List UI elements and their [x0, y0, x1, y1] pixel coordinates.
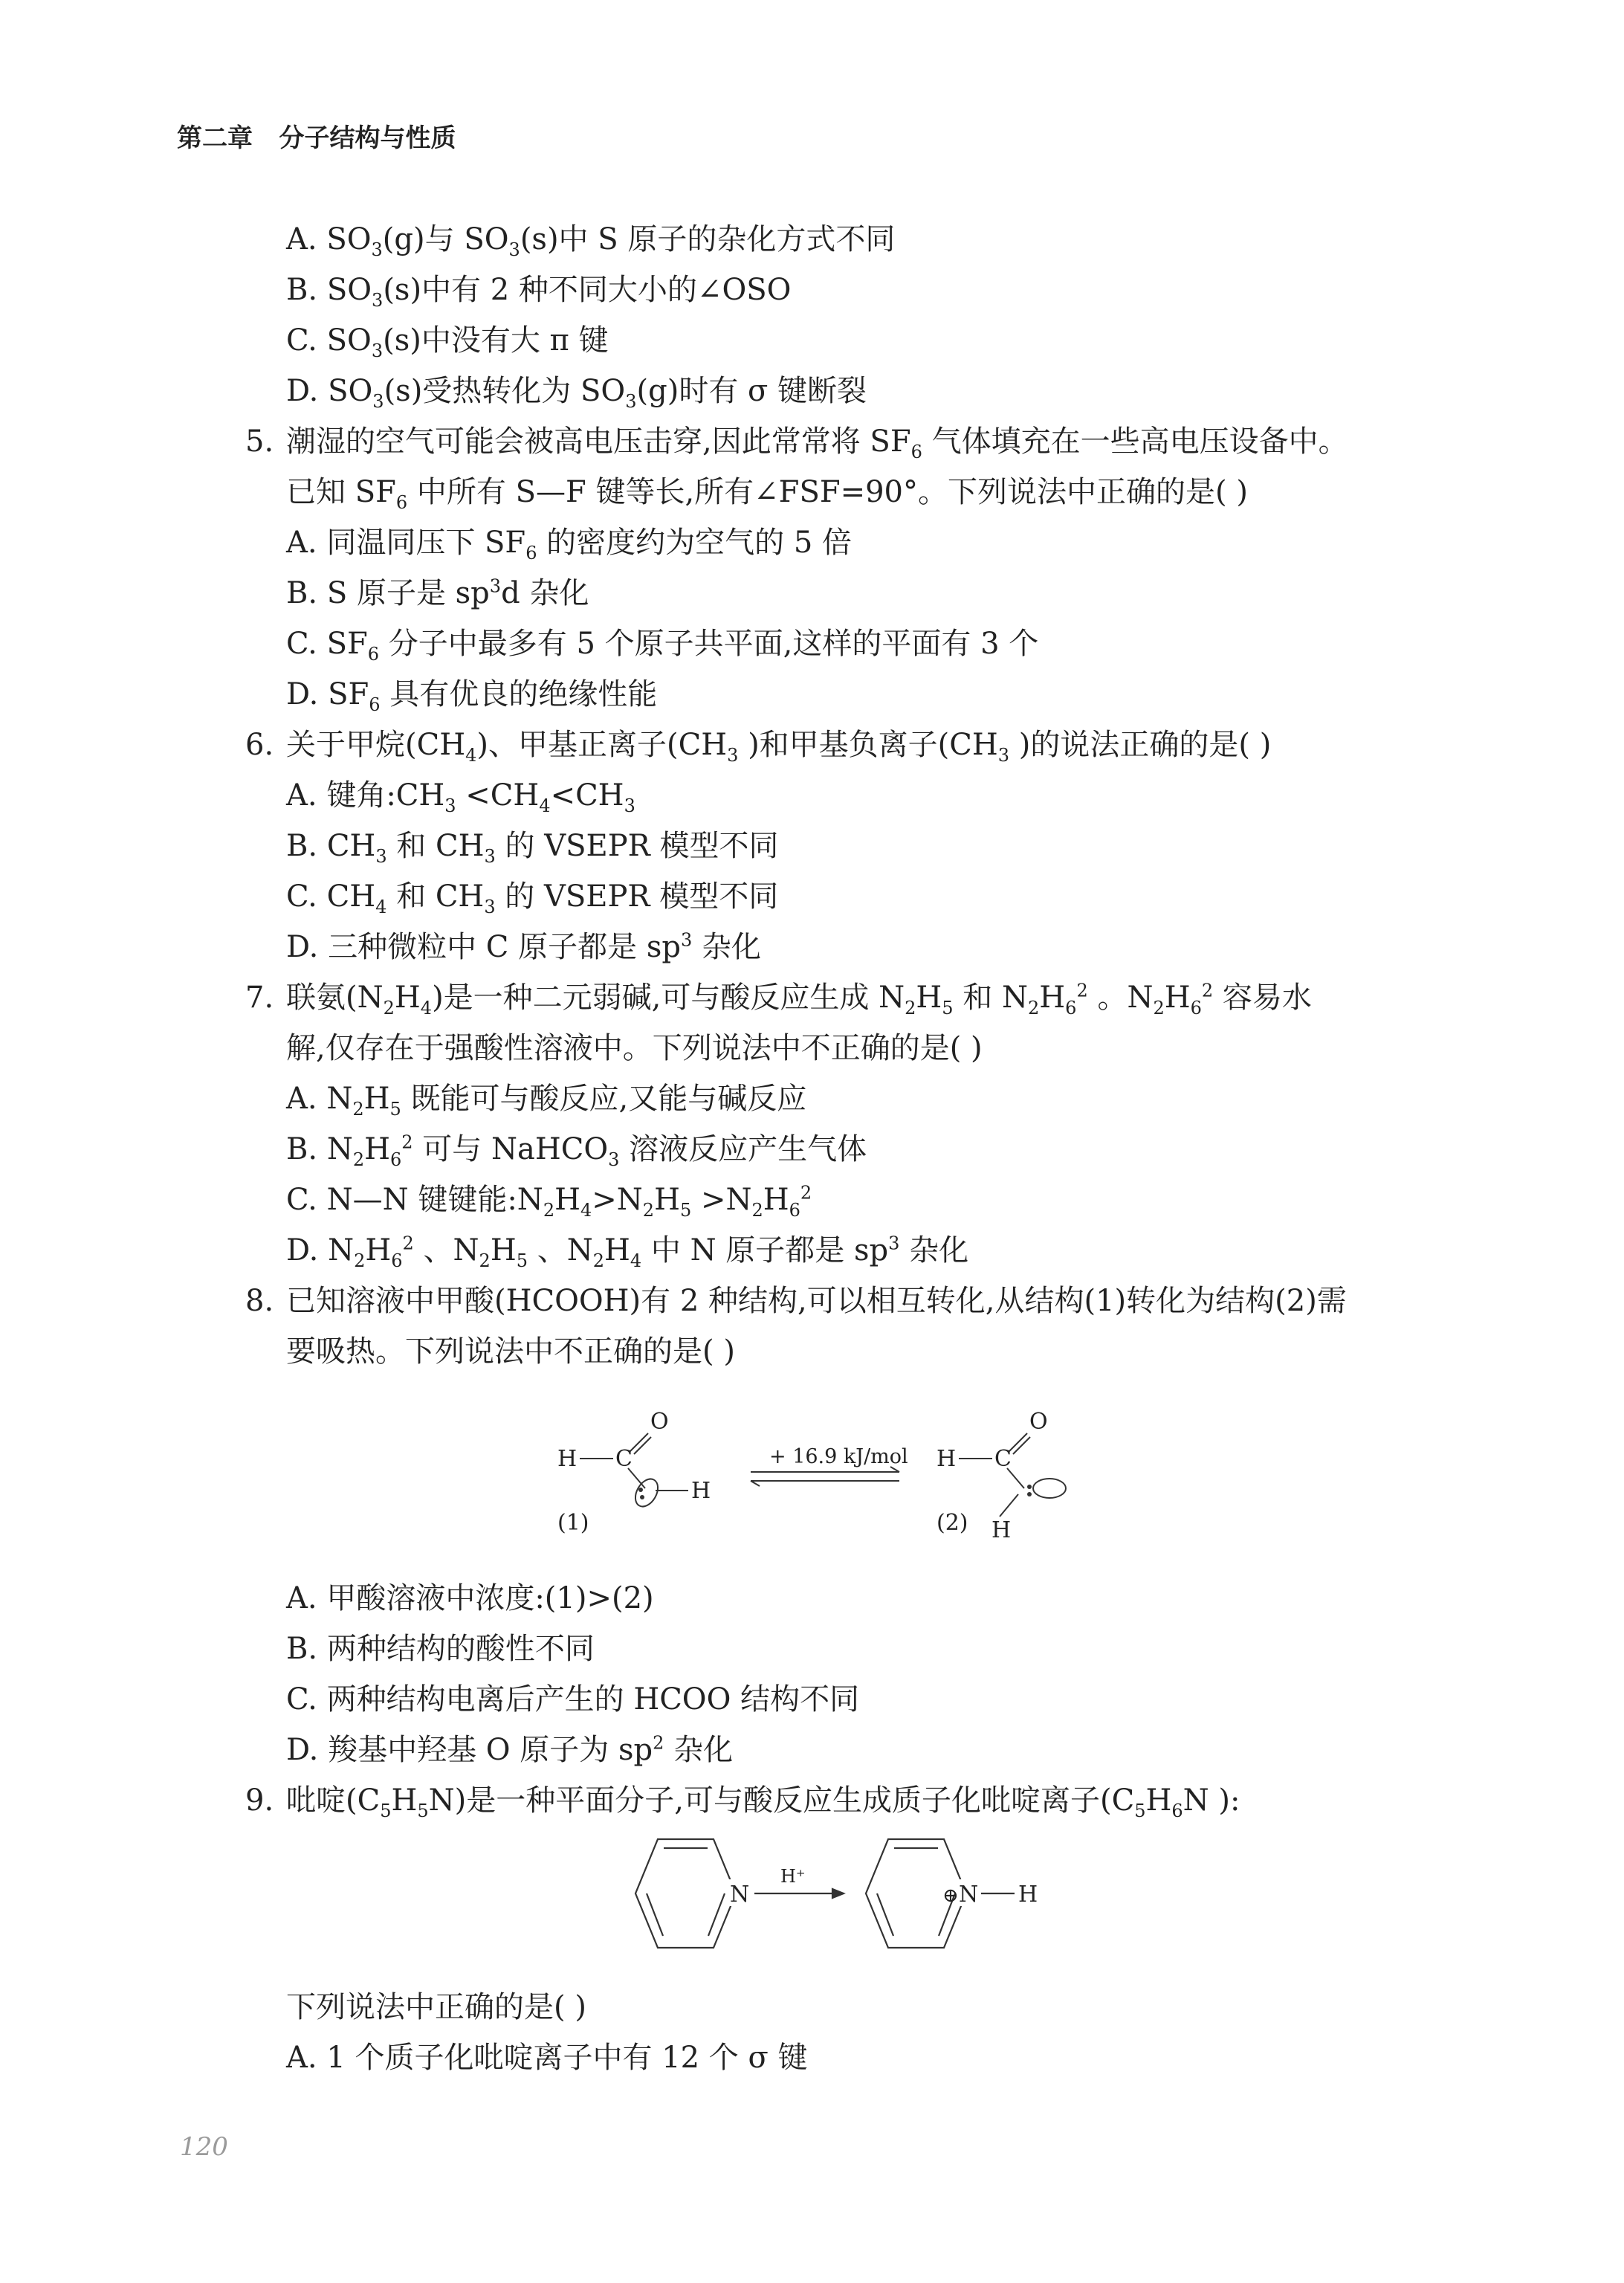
q6-option-b: B. $CH_3$ 和 $CH_3$ 的 VSEPR 模型不同	[286, 829, 779, 867]
chapter-label: 第二章	[177, 123, 253, 153]
q6-option-c: C. $CH_4$ 和 $CH_3$ 的 VSEPR 模型不同	[286, 879, 779, 917]
s1-o-atom: O	[650, 1409, 669, 1435]
running-header	[177, 117, 456, 154]
pyridine-protonation-figure	[602, 1830, 1048, 1957]
q4-option-b: B. $SO_3(s)$中有 2 种不同大小的∠OSO	[286, 273, 792, 311]
q7-stem-line1: 7. 联氨$(N_2H_4)$是一种二元弱碱,可与酸反应生成 $N_2H_5$ 和 $N_2H_6^2$ 。$N_2H_6^2$ 容易水	[245, 977, 1312, 1018]
q5-option-d: D. $SF_6$ 具有优良的绝缘性能	[286, 677, 658, 715]
q9-number: 9.	[245, 1783, 274, 1818]
q8-option-b: B. 两种结构的酸性不同	[286, 1632, 595, 1666]
s1-h-atom: H	[557, 1446, 578, 1472]
q9-stem-line2: 下列说法中正确的是( )	[286, 1990, 586, 2024]
arrow-label: + 16.9 kJ/mol	[769, 1445, 908, 1468]
q8-option-c: C. 两种结构电离后产生的 HCOO 结构不同	[286, 1682, 860, 1717]
s1-c-atom: C	[615, 1446, 633, 1472]
q7-number: 7.	[245, 981, 274, 1015]
pyridinium-h-atom: H	[1018, 1882, 1038, 1908]
q6-option-a: A. 键角$:CH_3 <CH_4<CH_3$	[286, 778, 635, 816]
q6-option-d: D. 三种微粒中 C 原子都是 $sp^3$ 杂化	[286, 929, 761, 964]
q7-option-a: A. $N_2H_5$ 既能可与酸反应,又能与碱反应	[286, 1082, 807, 1120]
q5-option-b: B. S 原子是 $sp^3d$ 杂化	[286, 575, 589, 610]
s2-c-atom: C	[994, 1446, 1012, 1472]
pyridinium-n-atom: N	[959, 1882, 979, 1908]
q7-stem-line2: 解,仅存在于强酸性溶液中。下列说法中不正确的是( )	[286, 1031, 983, 1065]
q5-number: 5.	[245, 424, 274, 459]
q9-option-a: A. 1 个质子化吡啶离子中有 12 个 σ 键	[286, 2041, 808, 2075]
s2-oh-h-atom: H	[991, 1517, 1012, 1543]
q9-stem: 9. 吡啶$(C_5H_5N)$是一种平面分子,可与酸反应生成质子化吡啶离子($C_5H_6N$ ):	[245, 1780, 1240, 1821]
q7-option-b: B. $N_2H_6^2$ 可与 NaHCO$_3$ 溶液反应产生气体	[286, 1131, 867, 1170]
q8-option-a: A. 甲酸溶液中浓度:(1)>(2)	[286, 1581, 654, 1615]
q5-option-a: A. 同温同压下 $SF_6$ 的密度约为空气的 5 倍	[286, 526, 853, 564]
q6-number: 6.	[245, 728, 274, 762]
s2-h-atom: H	[936, 1446, 957, 1472]
page-number: 120	[180, 2132, 228, 2162]
s1-oh-h-atom: H	[691, 1478, 711, 1504]
formic-acid-isomers-figure	[543, 1398, 1107, 1554]
q8-stem-line2: 要吸热。下列说法中不正确的是( )	[286, 1334, 735, 1369]
structure1-label: (1)	[557, 1510, 589, 1536]
q8-number: 8.	[245, 1284, 274, 1318]
q8-stem-line1: 8. 已知溶液中甲酸(HCOOH)有 2 种结构,可以相互转化,从结构(1)转化为结构(2)需	[245, 1280, 1347, 1322]
q7-option-d: D. $N_2H_6^2$ 、$N_2H_5$ 、$N_2H_4$ 中 N 原子都是 $sp^3$ 杂化	[286, 1233, 969, 1271]
q4-option-a: A. $SO_3(g)$与 $SO_3(s)$中 S 原子的杂化方式不同	[286, 222, 896, 260]
q5-option-c: C. $SF_6$ 分子中最多有 5 个原子共平面,这样的平面有 3 个	[286, 627, 1039, 665]
q8-option-d: D. 羧基中羟基 O 原子为 $sp^2$ 杂化	[286, 1732, 734, 1767]
q6-stem: 6. 关于甲烷$(CH_4)$、甲基正离子($CH_3$ )和甲基负离子($CH_3$ )的说法正确的是( )	[245, 724, 1271, 766]
q4-option-d: D. $SO_3(s)$受热转化为 $SO_3(g)$时有 σ 键断裂	[286, 374, 867, 412]
q5-stem-line2: 已知 $SF_6$ 中所有 S—F 键等长,所有∠FSF=90°。下列说法中正确的是( )	[286, 475, 1248, 513]
pyridine-n-atom: N	[730, 1882, 750, 1908]
positive-charge-icon: ⊕	[942, 1885, 959, 1907]
chapter-title: 分子结构与性质	[279, 123, 456, 153]
proton-reagent: H⁺	[780, 1866, 806, 1887]
q4-option-c: C. $SO_3(s)$中没有大 π 键	[286, 323, 609, 361]
q7-option-c: C. N—N 键键能$:N_2H_4>N_2H_5 >N_2H_6^2$	[286, 1182, 812, 1221]
structure2-label: (2)	[936, 1510, 968, 1536]
s2-o-atom: O	[1029, 1409, 1048, 1435]
q5-stem-line1: 5. 潮湿的空气可能会被高电压击穿,因此常常将 $SF_6$ 气体填充在一些高电压设备中。	[245, 421, 1348, 462]
